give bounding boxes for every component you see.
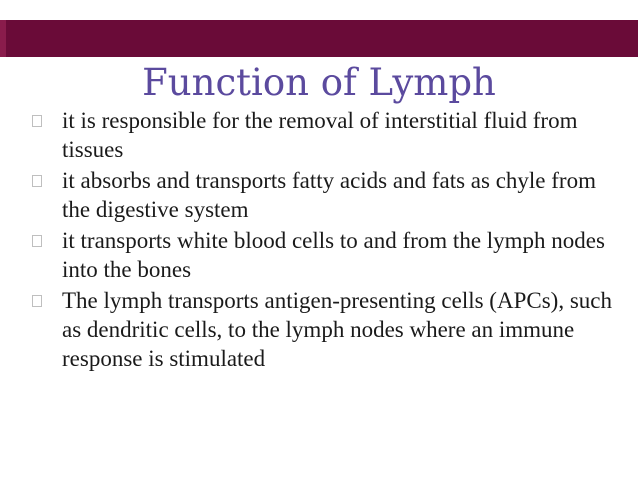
bullet-text-3: it transports white blood cells to and from the lymph nodes into the bones [62,228,605,282]
bullet-item-4 [28,286,628,373]
square-bullet-icon [32,175,42,187]
square-bullet-icon [32,235,42,247]
bullet-item-1 [28,106,628,164]
bullet-text-1: it is responsible for the removal of interstitial fluid from tissues [62,108,578,162]
bullet-text-2: it absorbs and transports fatty acids and fats as chyle from the digestive system [62,168,596,222]
bullet-item-2 [28,166,628,224]
header-band-accent [0,20,6,57]
bullet-list [28,106,628,375]
square-bullet-icon [32,115,42,127]
header-band [0,20,638,57]
bullet-item-3 [28,226,628,284]
slide-title: Function of Lymph [142,61,496,104]
bullet-text-4: The lymph transports antigen-presenting cells (APCs), such as dendritic cells, to the lymph nodes where an immune response is stimulated [62,288,612,371]
square-bullet-icon [32,295,42,307]
